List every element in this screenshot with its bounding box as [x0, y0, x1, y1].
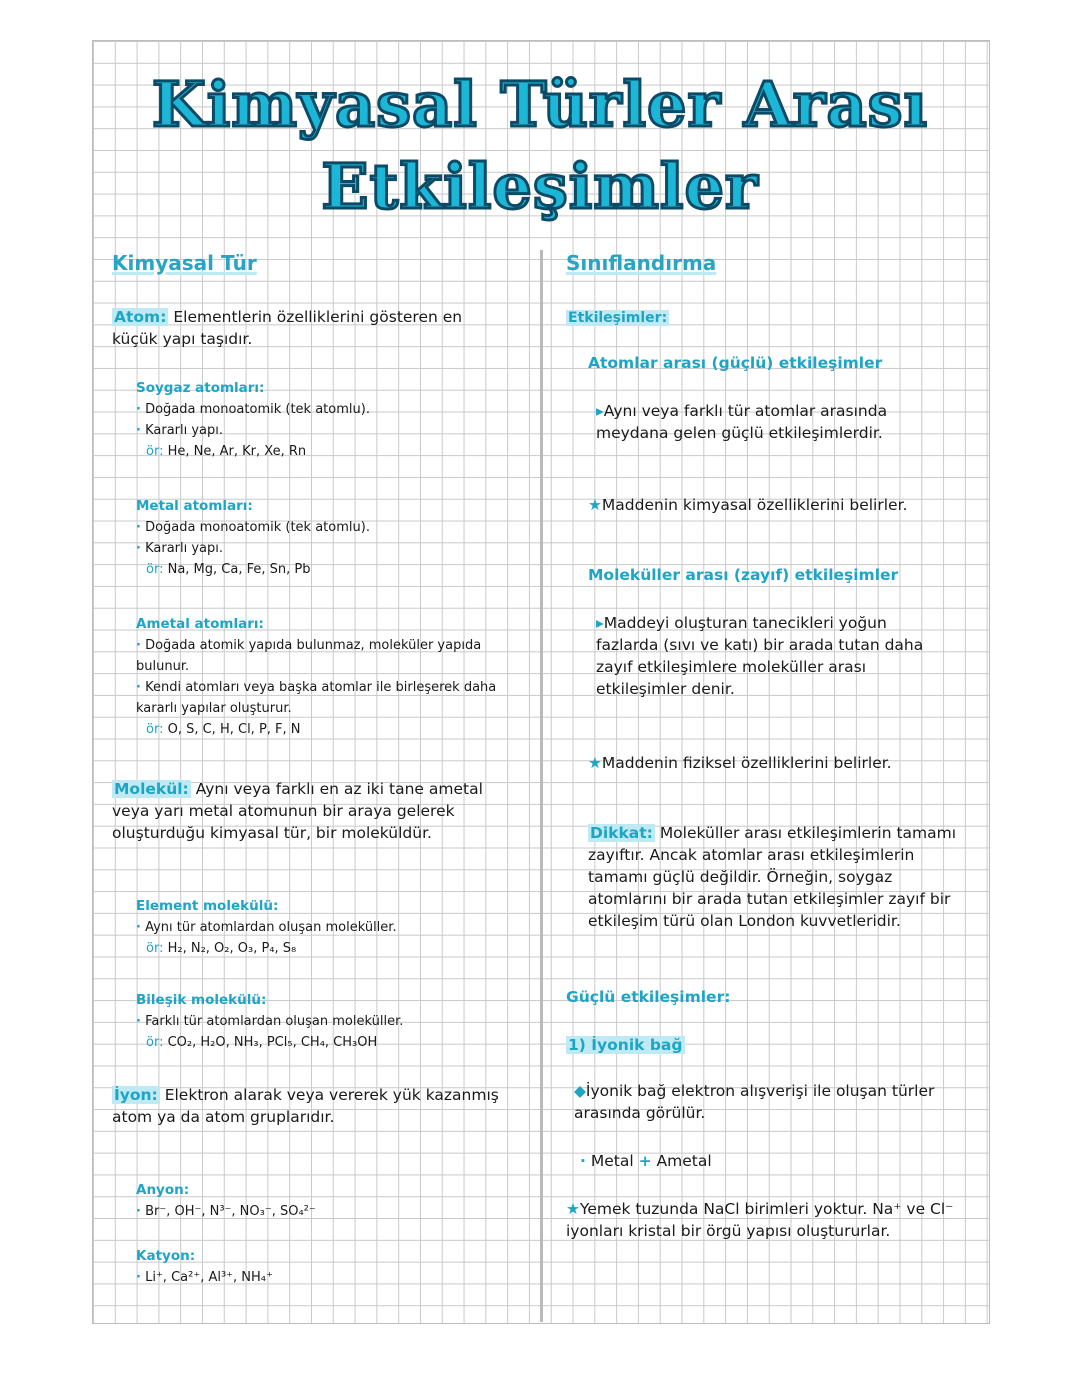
ametal-block: Ametal atomları: · Doğada atomik yapıda bulunmaz, moleküler yapıda bulunur. · Kendi atomları veya başka atomlar ile birleşerek daha kararlı yapılar oluşturur. ör: O, S, C, H, Cl, P, F, N — [112, 614, 506, 740]
atomlar-arasi-text: Aynı veya farklı tür atomlar arasında meydana gelen güçlü etkileşimlerdir. — [596, 402, 888, 442]
soygaz-ex-label: ör: — [146, 444, 164, 459]
molekuller-arasi-text: Maddeyi oluşturan tanecikleri yoğun fazlarda (sıvı ve katı) bir arada tutan daha zayıf etkileşimlere moleküller arası etkileşimler denir. — [596, 614, 924, 698]
bilesik-molekulu-title: Bileşik molekülü: — [136, 992, 267, 1008]
ametal-b1: Doğada atomik yapıda bulunmaz, moleküler yapıda bulunur. — [136, 638, 482, 674]
molekuller-arasi-title: Moleküller arası (zayıf) etkileşimler — [588, 566, 899, 584]
page-title: Kimyasal Türler Arası — [151, 68, 929, 141]
element-molekulu-ex: H₂, N₂, O₂, O₃, P₄, S₈ — [167, 941, 297, 956]
element-molekulu-title: Element molekülü: — [136, 898, 279, 914]
atom-definition — [112, 306, 512, 350]
iyonik-star-block: ★Yemek tuzunda NaCl birimleri yoktur. Na⁺ ve Cl⁻ iyonları kristal bir örgü yapısı oluştururlar. — [566, 1200, 954, 1240]
iyonik-text-block: ◆İyonik bağ elektron alışverişi ile oluşan türler arasında görülür. — [574, 1082, 935, 1122]
ametal-ex-label: ör: — [146, 722, 164, 737]
atomlar-arasi-star-block: ★Maddenin kimyasal özelliklerini belirler. — [588, 496, 908, 514]
ametal-b2: Kendi atomları veya başka atomlar ile birleşerek daha kararlı yapılar oluşturur. — [136, 680, 497, 716]
atomlar-arasi-star: Maddenin kimyasal özelliklerini belirler. — [601, 496, 908, 514]
soygaz-ex: He, Ne, Ar, Kr, Xe, Rn — [167, 444, 307, 459]
formula-metal: Metal — [590, 1152, 634, 1170]
dikkat-block — [588, 822, 973, 932]
molekul-label: Molekül: — [114, 780, 189, 798]
molekuller-arasi-star: Maddenin fiziksel özelliklerini belirler. — [601, 754, 892, 772]
metal-block: Metal atomları: · Doğada monoatomik (tek atomlu). · Kararlı yapı. ör: Na, Mg, Ca, Fe, Sn, Pb — [112, 496, 516, 580]
bilesik-molekulu-ex: CO₂, H₂O, NH₃, PCl₅, CH₄, CH₃OH — [167, 1035, 378, 1050]
metal-b2: Kararlı yapı. — [145, 541, 224, 556]
ametal-title: Ametal atomları: — [136, 616, 264, 632]
atomlar-arasi-text-block: ▸Aynı veya farklı tür atomlar arasında meydana gelen güçlü etkileşimlerdir. — [596, 402, 888, 442]
bilesik-molekulu-b1: Farklı tür atomlardan oluşan moleküller. — [145, 1014, 404, 1029]
atom-text: Elementlerin özelliklerini gösteren en küçük yapı taşıdır. — [112, 308, 463, 348]
dikkat-label: Dikkat: — [590, 824, 653, 842]
atom-label: Atom: — [114, 308, 167, 326]
right-heading: Sınıflandırma — [566, 251, 717, 275]
iyonik-text: İyonik bağ elektron alışverişi ile oluşan türler arasında görülür. — [574, 1082, 935, 1122]
katyon-block: Katyon: · Li⁺, Ca²⁺, Al³⁺, NH₄⁺ — [112, 1246, 496, 1288]
element-molekulu-ex-label: ör: — [146, 941, 164, 956]
left-heading: Kimyasal Tür — [112, 251, 257, 275]
anyon-block: Anyon: · Br⁻, OH⁻, N³⁻, NO₃⁻, SO₄²⁻ — [112, 1180, 496, 1222]
soygaz-b1: Doğada monoatomik (tek atomlu). — [145, 402, 370, 417]
page-subtitle: Etkileşimler — [321, 150, 759, 223]
dikkat-text: Moleküller arası etkileşimlerin tamamı zayıftır. Ancak atomlar arası etkileşimlerin tamamı güçlü değildir. Örneğin, soygaz atomlarını bir arada tutan etkileşimler zayıf bir etkileşim türü olan London kuvvetleridir. — [588, 824, 957, 930]
iyon-text: Elektron alarak veya vererek yük kazanmış atom ya da atom gruplarıdır. — [112, 1086, 499, 1126]
molekul-text: Aynı veya farklı en az iki tane ametal veya yarı metal atomunun bir araya gelerek oluşturduğu kimyasal tür, bir moleküldür. — [112, 780, 483, 842]
formula-plus: + — [638, 1152, 652, 1170]
molekul-definition — [112, 778, 517, 844]
guclu-etkilesimler-label: Güçlü etkileşimler: — [566, 988, 731, 1006]
anyon-title: Anyon: — [136, 1182, 190, 1198]
bilesik-molekulu-ex-label: ör: — [146, 1035, 164, 1050]
katyon-ex: Li⁺, Ca²⁺, Al³⁺, NH₄⁺ — [145, 1270, 273, 1285]
iyonik-bag-title: 1) İyonik bağ — [568, 1036, 683, 1054]
anyon-ex: Br⁻, OH⁻, N³⁻, NO₃⁻, SO₄²⁻ — [145, 1204, 316, 1219]
metal-title: Metal atomları: — [136, 498, 253, 514]
molekuller-arasi-star-block: ★Maddenin fiziksel özelliklerini belirler. — [588, 754, 892, 772]
element-molekulu-block: Element molekülü: · Aynı tür atomlardan oluşan moleküller. ör: H₂, N₂, O₂, O₃, P₄, S₈ — [112, 896, 516, 959]
formula-ametal: Ametal — [656, 1152, 712, 1170]
soygaz-title: Soygaz atomları: — [136, 380, 265, 396]
soygaz-block: Soygaz atomları: · Doğada monoatomik (tek atomlu). · Kararlı yapı. ör: He, Ne, Ar, Kr, Xe, Rn — [112, 378, 516, 462]
metal-b1: Doğada monoatomik (tek atomlu). — [145, 520, 370, 535]
etkilesimler-label: Etkileşimler: — [568, 310, 668, 326]
iyon-definition — [112, 1084, 512, 1128]
metal-ex-label: ör: — [146, 562, 164, 577]
soygaz-b2: Kararlı yapı. — [145, 423, 224, 438]
molekuller-arasi-text-block: ▸Maddeyi oluşturan tanecikleri yoğun fazlarda (sıvı ve katı) bir arada tutan daha zayıf etkileşimlere moleküller arası etkileşimler denir. — [596, 614, 924, 698]
katyon-title: Katyon: — [136, 1248, 196, 1264]
column-divider — [540, 250, 543, 1322]
atomlar-arasi-title: Atomlar arası (güçlü) etkileşimler — [588, 354, 883, 372]
metal-ametal-formula: · Metal + Ametal — [580, 1152, 712, 1170]
metal-ex: Na, Mg, Ca, Fe, Sn, Pb — [167, 562, 311, 577]
element-molekulu-b1: Aynı tür atomlardan oluşan moleküller. — [145, 920, 397, 935]
bilesik-molekulu-block: Bileşik molekülü: · Farklı tür atomlardan oluşan moleküller. ör: CO₂, H₂O, NH₃, PCl₅, CH₄, CH₃OH — [112, 990, 516, 1053]
ametal-ex: O, S, C, H, Cl, P, F, N — [167, 722, 301, 737]
iyonik-star: Yemek tuzunda NaCl birimleri yoktur. Na⁺ ve Cl⁻ iyonları kristal bir örgü yapısı oluştururlar. — [566, 1200, 954, 1240]
iyon-label: İyon: — [114, 1086, 158, 1104]
